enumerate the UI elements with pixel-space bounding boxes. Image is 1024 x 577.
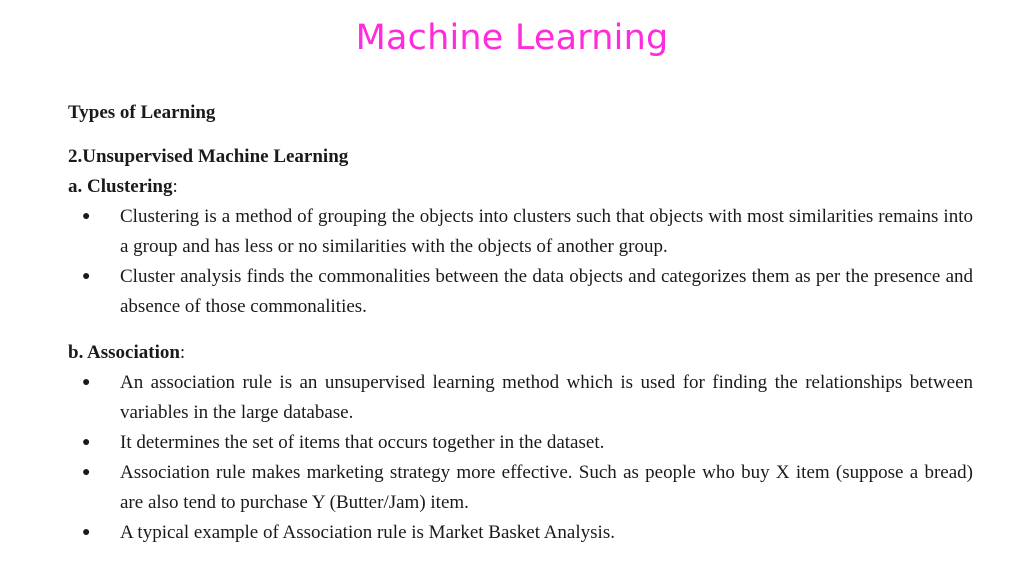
clustering-label-text: a. Clustering: [68, 176, 173, 197]
page-title: Machine Learning: [355, 18, 669, 58]
association-bullet-list: [68, 368, 973, 548]
list-item: [68, 202, 973, 262]
bullet-text: Association rule makes marketing strategy more effective. Such as people who buy X item (suppose a bread) are also tend to purchase Y (Butter/Jam) item.: [120, 462, 973, 513]
association-label-text: b. Association: [68, 342, 180, 363]
unsupervised-heading: 2.Unsupervised Machine Learning: [68, 146, 349, 167]
list-item: [68, 458, 973, 518]
bullet-icon: ●: [82, 209, 91, 224]
bullet-icon: ●: [82, 525, 91, 540]
clustering-label-colon: :: [172, 176, 178, 197]
association-label: [68, 338, 973, 368]
association-label-colon: :: [179, 342, 186, 363]
bullet-icon: ●: [82, 435, 91, 450]
bullet-icon: ●: [82, 269, 91, 284]
document-body: [68, 98, 973, 548]
list-item: [68, 262, 973, 322]
bullet-text: A typical example of Association rule is Market Basket Analysis.: [120, 522, 615, 543]
types-heading: Types of Learning: [68, 102, 216, 123]
spacer: [68, 322, 973, 338]
bullet-icon: ●: [82, 465, 91, 480]
list-item: [68, 428, 973, 458]
clustering-bullet-list: [68, 202, 973, 322]
bullet-icon: ●: [82, 375, 91, 390]
bullet-text: It determines the set of items that occurs together in the dataset.: [120, 432, 605, 453]
clustering-label: [68, 172, 973, 202]
bullet-text: Clustering is a method of grouping the objects into clusters such that objects with most similarities remains into a group and has less or no similarities with the objects of another group.: [120, 206, 973, 257]
list-item: [68, 368, 973, 428]
bullet-text: Cluster analysis finds the commonalities between the data objects and categorizes them as per the presence and absence of those commonalities.: [120, 266, 973, 317]
list-item: [68, 518, 973, 548]
bullet-text: An association rule is an unsupervised learning method which is used for finding the relationships between variables in the large database.: [120, 372, 973, 423]
spacer: [68, 128, 973, 142]
